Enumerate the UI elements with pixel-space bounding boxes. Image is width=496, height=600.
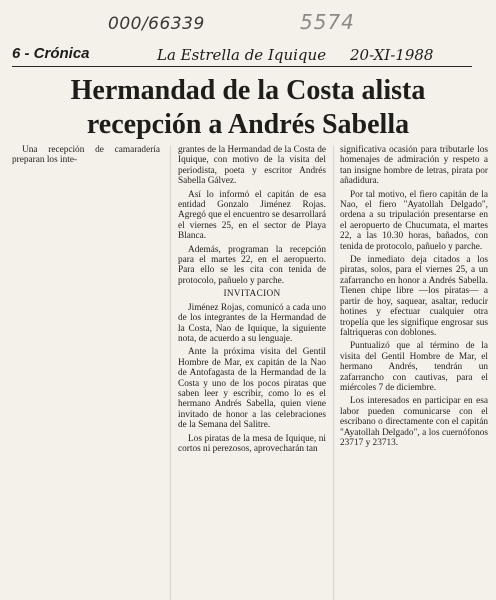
paragraph: Por tal motivo, el fiero capitán de la Nao, el fiero "Ayatollah Delgado", ordena a su tripulación presentarse en el aeropuerto de Chucumata, el martes 22, a las 10.30 horas, bañados, con tenida de protocolo, pañuelo y parche. <box>340 189 488 252</box>
article-column-1 <box>12 145 160 169</box>
paragraph: grantes de la Hermandad de la Costa de Iquique, con motivo de la visita del periodista, poeta y escritor Andrés Sabella Gálvez. <box>178 145 326 187</box>
paragraph: Los interesados en participar en esa labor pueden comunicarse con el escribano o directamente con el capitán "Ayatollah Delgado", a los cuernófonos 23717 y 23713. <box>340 396 488 448</box>
paragraph: Ante la próxima visita del Gentil Hombre de Mar, ex capitán de la Nao de Antofagasta de la Hermandad de la Costa y uno de los pocos piratas que saben leer y escribir, como lo es el hermano Andrés Sabella, quien viene invitado de honor a las celebraciones de la Semana del Salitre. <box>178 347 326 431</box>
paragraph: significativa ocasión para tributarle los homenajes de admiración y respeto a tan insigne hombre de letras, pirata por añadidura. <box>340 145 488 187</box>
paragraph: Puntualizó que al término de la visita del Gentil Hombre de Mar, el hermano Andrés, tendrán un zafarrancho con cautivas, para el miércoles 7 de diciembre. <box>340 341 488 393</box>
page-header <box>12 45 472 69</box>
headline-line-2: recepción a Andrés Sabella <box>86 109 410 140</box>
paragraph: Una recepción de camaradería preparan los inte- <box>12 145 160 166</box>
article-column-3 <box>340 145 488 451</box>
headline-line-1: Hermandad de la Costa alista <box>70 75 426 106</box>
section-label: 6 - Crónica <box>12 45 90 62</box>
headline <box>20 74 476 142</box>
paragraph: De inmediato deja citados a los piratas, solos, para el viernes 25, a un zafarrancho en honor a Andrés Sabella. Tienen chipe libre —los piratas— a partir de hoy, saquear, asaltar, reducir hotines y efectuar cualquier otra tropelía que les signifique engrosar sus faltriqueras con doblones. <box>340 255 488 338</box>
archive-number-handwritten: 000/66339 <box>108 14 205 34</box>
paragraph: Los piratas de la mesa de Iquique, ni cortos ni perezosos, aprovecharán tan <box>178 433 326 454</box>
column-divider <box>333 145 334 600</box>
article-column-2 <box>178 145 326 457</box>
date-handwritten: 20-XI-1988 <box>350 46 434 64</box>
paragraph: Jiménez Rojas, comunicó a cada uno de los integrantes de la Hermandad de la Costa, Nao de Iquique, la siguiente nota, de acuerdo a su lenguaje. <box>178 302 326 344</box>
archive-code-handwritten: 5574 <box>300 10 355 34</box>
header-rule <box>12 66 472 67</box>
paragraph: Además, programan la recepción para el martes 22, en el aeropuerto. Para ello se les cita con tenida de protocolo, pañuelo y parche. <box>178 244 326 286</box>
column-divider <box>170 145 171 600</box>
subheading: INVITACION <box>223 289 281 300</box>
paragraph: Así lo informó el capitán de esa entidad Gonzalo Jiménez Rojas. Agregó que el encuentro se desarrollará el viernes 25, en el sector de Playa Blanca. <box>178 189 326 242</box>
source-handwritten: La Estrella de Iquique <box>157 46 327 64</box>
